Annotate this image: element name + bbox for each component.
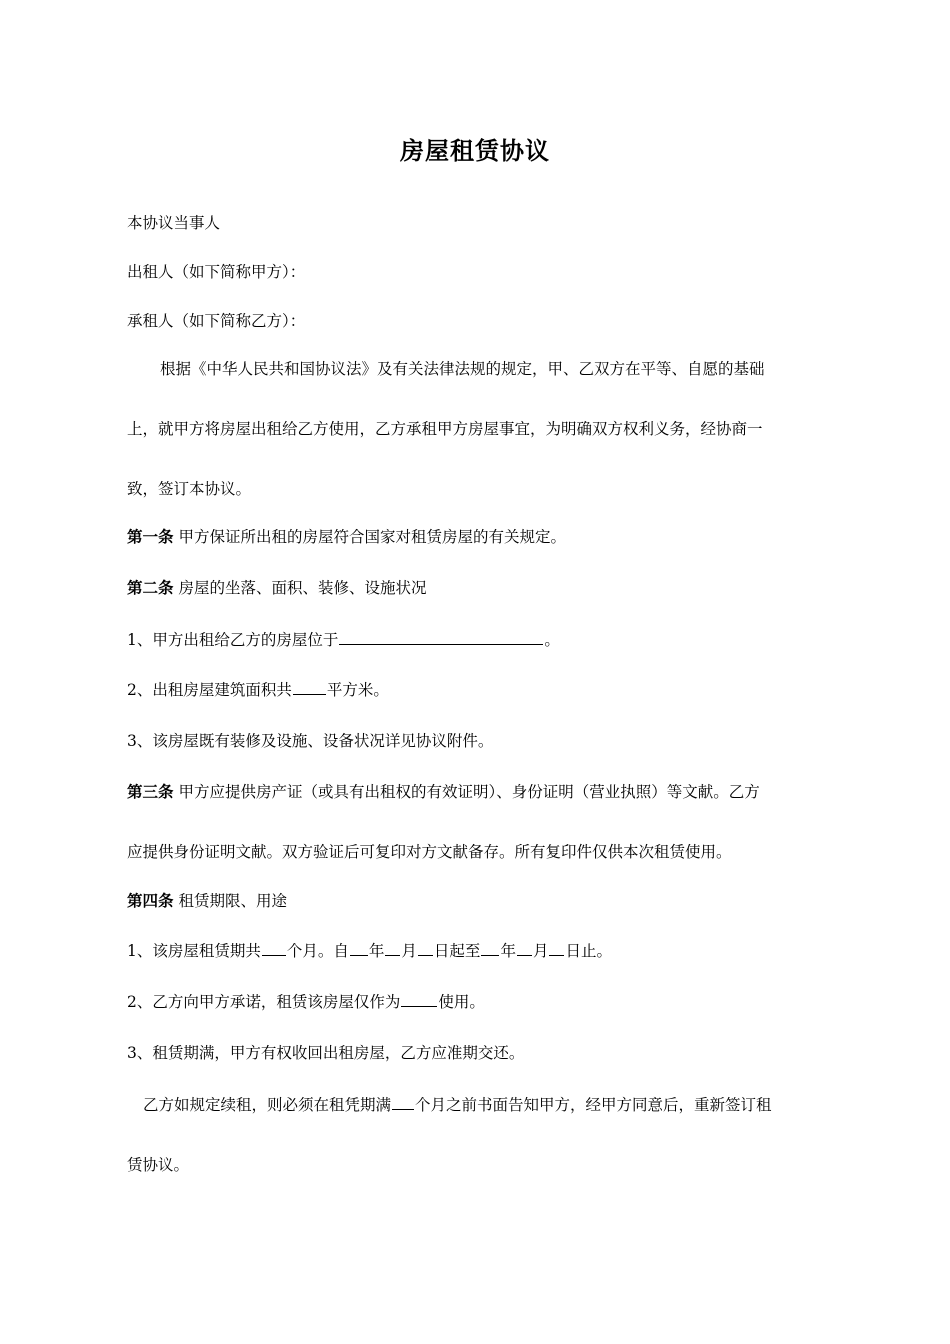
end-month-blank[interactable] <box>517 941 532 956</box>
item-text: 1、甲方出租给乙方的房屋位于 <box>127 631 339 649</box>
article-1 <box>127 527 827 547</box>
item-text: 月 <box>532 942 549 960</box>
item-text: 使用。 <box>438 993 485 1011</box>
item-text: 。 <box>544 631 560 649</box>
article-4 <box>127 891 827 911</box>
article-2-item-3: 3、该房屋既有装修及设施、设备状况详见协议附件。 <box>127 732 494 750</box>
renewal-line-1 <box>143 1095 843 1115</box>
parties-line: 本协议当事人 <box>127 214 221 232</box>
end-year-blank[interactable] <box>481 941 499 956</box>
item-text: 1、该房屋租赁期共 <box>127 942 261 960</box>
usage-blank[interactable] <box>401 992 437 1007</box>
renewal-line-2: 赁协议。 <box>127 1156 190 1174</box>
item-text: 乙方如规定续租，则必须在租凭期满 <box>143 1096 392 1114</box>
lessee-line: 承租人（如下简称乙方）： <box>127 312 306 330</box>
article-2-item-2 <box>127 680 827 700</box>
article-3-text: 甲方应提供房产证（或具有出租权的有效证明）、身份证明（营业执照）等文献。乙方 <box>178 783 760 801</box>
lessor-line: 出租人（如下简称甲方）： <box>127 263 306 281</box>
article-1-text: 甲方保证所出租的房屋符合国家对租赁房屋的有关规定。 <box>178 528 566 546</box>
article-4-item-2 <box>127 992 827 1012</box>
article-4-text: 租赁期限、用途 <box>178 892 287 910</box>
item-text: 月 <box>401 942 417 960</box>
article-3-line-2: 应提供身份证明文献。双方验证后可复印对方文献备存。所有复印件仅供本次租赁使用。 <box>127 843 732 861</box>
end-day-blank[interactable] <box>549 941 564 956</box>
area-blank[interactable] <box>293 680 326 695</box>
article-4-heading: 第四条 <box>127 891 174 910</box>
article-3-line-1 <box>127 782 827 802</box>
article-2-item-1 <box>127 630 827 650</box>
article-1-heading: 第一条 <box>127 527 174 546</box>
start-month-blank[interactable] <box>385 941 400 956</box>
article-2-text: 房屋的坐落、面积、装修、设施状况 <box>178 579 427 597</box>
start-day-blank[interactable] <box>418 941 433 956</box>
article-4-item-3: 3、租赁期满，甲方有权收回出租房屋，乙方应准期交还。 <box>127 1044 525 1062</box>
item-text: 年 <box>500 942 516 960</box>
preamble-line-1: 根据《中华人民共和国协议法》及有关法律法规的规定，甲、乙双方在平等、自愿的基础 <box>160 360 765 378</box>
article-3-heading: 第三条 <box>127 782 174 801</box>
item-text: 日止。 <box>565 942 612 960</box>
location-blank[interactable] <box>339 630 543 645</box>
item-text: 个月之前书面告知甲方，经甲方同意后，重新签订租 <box>415 1096 772 1114</box>
preamble-line-3: 致，签订本协议。 <box>127 480 252 498</box>
notice-months-blank[interactable] <box>392 1095 414 1110</box>
article-2 <box>127 578 827 598</box>
item-text: 平方米。 <box>326 681 389 699</box>
item-text: 日起至 <box>433 942 481 960</box>
article-2-heading: 第二条 <box>127 578 174 597</box>
preamble-line-2: 上，就甲方将房屋出租给乙方使用，乙方承租甲方房屋事宜，为明确双方权利义务，经协商一 <box>127 420 763 438</box>
document-title: 房屋租赁协议 <box>400 136 550 165</box>
item-text: 2、出租房屋建筑面积共 <box>127 681 292 699</box>
months-blank[interactable] <box>262 941 286 956</box>
item-text: 2、乙方向甲方承诺，租赁该房屋仅作为 <box>127 993 401 1011</box>
item-text: 个月。自 <box>286 942 349 960</box>
article-4-item-1 <box>127 941 827 961</box>
item-text: 年 <box>368 942 385 960</box>
start-year-blank[interactable] <box>350 941 368 956</box>
